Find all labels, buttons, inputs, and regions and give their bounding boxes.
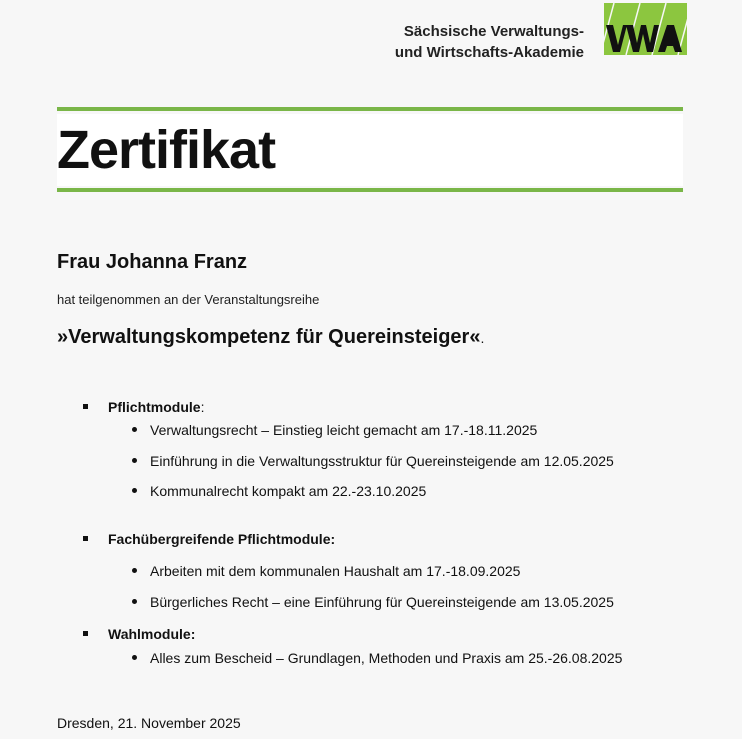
- list-item-text: Verwaltungsrecht – Einstieg leicht gemacht am 17.-18.11.2025: [150, 422, 538, 438]
- place-date: Dresden, 21. November 2025: [57, 715, 241, 731]
- section-heading: [83, 624, 195, 644]
- top-divider: [57, 107, 683, 111]
- section-heading-label: Fachübergreifende Pflichtmodule:: [108, 531, 336, 547]
- list-item: [132, 592, 614, 612]
- bullet-icon: [132, 427, 137, 432]
- series-period: .: [480, 330, 485, 346]
- list-item-text: Kommunalrecht kompakt am 22.-23.10.2025: [150, 483, 427, 499]
- list-item-text: Einführung in die Verwaltungsstruktur für Quereinsteigende am 12.05.2025: [150, 453, 614, 469]
- bullet-icon: [132, 568, 137, 573]
- list-item-text: Arbeiten mit dem kommunalen Haushalt am 17.-18.09.2025: [150, 563, 521, 579]
- organization-name-line2: und Wirtschafts-Akademie: [394, 44, 584, 61]
- series-title: [57, 323, 484, 352]
- bullet-icon: [132, 599, 137, 604]
- series-name: »Verwaltungskompetenz für Quereinsteiger«: [57, 326, 481, 348]
- bullet-icon: [132, 458, 137, 463]
- list-item-text: Alles zum Bescheid – Grundlagen, Methoden und Praxis am 25.-26.08.2025: [150, 650, 623, 666]
- bottom-divider: [57, 188, 683, 192]
- section-heading-suffix: :: [200, 399, 205, 415]
- recipient-name: Frau Johanna Franz: [57, 251, 248, 273]
- list-item-text: Bürgerliches Recht – eine Einführung für Quereinsteigende am 13.05.2025: [150, 594, 614, 610]
- square-bullet-icon: [83, 536, 88, 541]
- page-title: Zertifikat: [57, 120, 276, 180]
- list-item: [132, 648, 622, 668]
- list-item: [132, 561, 520, 581]
- section-heading-label: Pflichtmodule: [108, 399, 201, 415]
- list-item: [132, 481, 426, 501]
- square-bullet-icon: [83, 631, 88, 636]
- organization-name-line1: Sächsische Verwaltungs-: [403, 23, 584, 40]
- bullet-icon: [132, 655, 137, 660]
- section-heading: [83, 529, 335, 549]
- section-heading: [83, 397, 204, 417]
- intro-text: hat teilgenommen an der Veranstaltungsreihe: [57, 292, 320, 307]
- list-item: [132, 420, 537, 440]
- square-bullet-icon: [83, 404, 88, 409]
- section-heading-label: Wahlmodule:: [108, 626, 196, 642]
- list-item: [132, 451, 614, 471]
- bullet-icon: [132, 488, 137, 493]
- vwa-logo: [604, 3, 687, 55]
- organization-name: [395, 21, 584, 63]
